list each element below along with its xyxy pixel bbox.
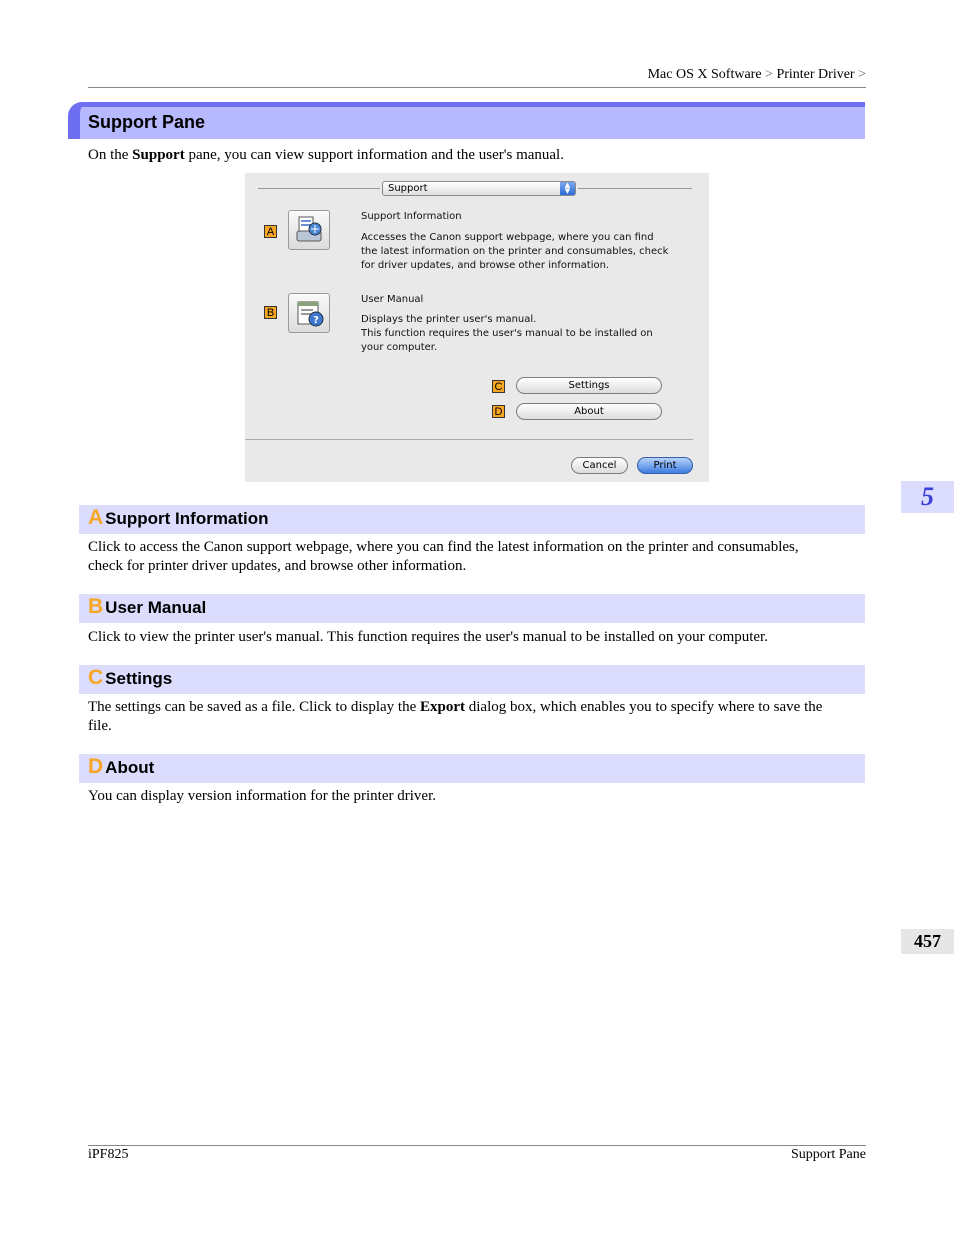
section-title-user-manual [88,595,206,619]
section-letter: D [88,755,104,778]
user-manual-title: User Manual [361,294,424,305]
section-text-settings [88,698,848,736]
intro-bold-text: Support [132,147,185,163]
section-bar-about [79,754,865,783]
paragraph-line: Click to access the Canon support webpage, where you can find the latest information on the printer and consumables, [88,539,799,555]
section-title-support-information [88,506,269,530]
section-letter: C [88,666,104,689]
manual-help-icon [289,294,329,332]
footer-divider [88,1145,866,1146]
breadcrumb-separator: > [858,67,866,82]
section-title-text: Support Information [105,509,269,528]
svg-text:?: ? [313,315,319,326]
user-manual-desc-line: your computer. [361,342,438,353]
paragraph-line: You can display version information for the printer driver. [88,788,436,804]
section-bar-settings [79,665,865,694]
section-letter: B [88,595,104,618]
settings-button[interactable]: Settings [516,377,662,394]
section-title-about [88,755,154,779]
divider [578,188,692,189]
breadcrumb-separator: > [765,67,773,82]
paragraph-line: file. [88,718,112,734]
chevron-updown-icon: ▲ ▼ [560,182,575,195]
dialog-divider [245,439,693,440]
paragraph-line: check for printer driver updates, and browse other information. [88,558,467,574]
paragraph-line [88,698,848,717]
intro-text: pane, you can view support information and the user's manual. [184,147,564,163]
page-title: Support Pane [88,112,206,132]
section-text-support-information [88,538,848,576]
support-information-button[interactable] [288,210,330,250]
intro-text: On the [88,147,133,163]
section-title-text: About [105,758,155,777]
page-number-tab: 457 [901,929,954,954]
footer-model: iPF825 [88,1147,129,1162]
support-info-desc-line: for driver updates, and browse other information. [361,260,610,271]
divider [258,188,380,189]
paragraph-bold-text: Export [420,699,465,715]
chapter-tab: 5 [901,481,954,513]
support-info-title: Support Information [361,211,462,222]
section-text-user-manual [88,628,848,647]
user-manual-button[interactable] [288,293,330,333]
paragraph-text: The settings can be saved as a file. Click to display the [88,699,420,715]
paragraph-text: dialog box, which enables you to specify where to save the [465,699,823,715]
marker-d: D [492,405,505,418]
breadcrumb-item: Mac OS X Software [647,67,762,82]
intro-paragraph [88,147,564,164]
section-title-text: Settings [105,669,173,688]
print-button[interactable]: Print [637,457,693,474]
footer-section: Support Pane [790,1147,866,1162]
pane-popup-menu[interactable] [382,181,576,196]
section-title-text: User Manual [105,598,207,617]
popup-value: Support [388,183,428,194]
dialog-screenshot [245,173,709,482]
header-divider [88,87,866,88]
marker-a: A [264,225,277,238]
breadcrumb-item: Printer Driver [776,67,855,82]
support-printer-icon [289,211,329,249]
section-title-settings [88,666,172,690]
about-button[interactable]: About [516,403,662,420]
section-letter: A [88,506,104,529]
marker-c: C [492,380,505,393]
breadcrumb [560,67,866,83]
user-manual-desc-line: This function requires the user's manual to be installed on [361,328,653,339]
support-info-desc-line: the latest information on the printer and consumables, check [361,246,669,257]
cancel-button[interactable]: Cancel [571,457,628,474]
paragraph-line: Click to view the printer user's manual. This function requires the user's manual to be installed on your computer. [88,629,768,645]
section-text-about [88,787,848,806]
marker-b: B [264,306,277,319]
support-info-desc-line: Accesses the Canon support webpage, where you can find [361,232,654,243]
user-manual-desc-line: Displays the printer user's manual. [361,314,537,325]
